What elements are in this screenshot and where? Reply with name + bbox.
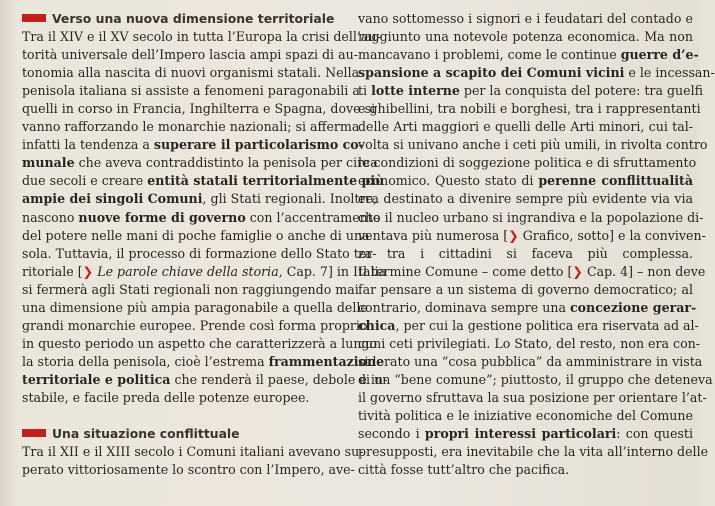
- text-line: la storia della penisola, cioè l’estrema frammentazione: [22, 353, 385, 369]
- text-line: vano sottomesso i signori e i feudatari del contado e: [358, 11, 693, 26]
- text-line: ventava più numerosa [❯ Grafico, sotto] e la conviven-: [358, 227, 706, 243]
- text-line: ritoriale [❯ Le parole chiave della storia, Cap. 7] in Italia: [22, 263, 387, 279]
- text-line: cuni ceti privilegiati. Lo Stato, del resto, non era con-: [358, 335, 701, 351]
- text-line: mancavano i problemi, come le continue guerre d’e-: [358, 47, 699, 63]
- text-line: Tra il XII e il XIII secolo i Comuni italiani avevano su-: [22, 444, 364, 460]
- text-line: nascono nuove forme di governo con l’accentramento: [22, 209, 381, 225]
- text-line: far pensare a un sistema di governo democratico; al: [358, 281, 693, 297]
- text-line: sola. Tuttavia, il processo di formazione dello Stato ter-: [22, 245, 377, 261]
- text-line: città fosse tutt’altro che pacifica.: [358, 462, 570, 478]
- text-line: ampie dei singoli Comuni, gli Stati regionali. Inoltre,: [22, 191, 377, 207]
- text-line: si fermerà agli Stati regionali non raggiungendo mai: [22, 281, 359, 297]
- text-line: del potere nelle mani di poche famiglie o anche di una: [22, 227, 370, 243]
- text-line: tonomia alla nascita di nuovi organismi statali. Nella: [22, 65, 360, 81]
- text-line: tività politica e le iniziative economiche del Comune: [358, 408, 693, 424]
- text-line: in questo periodo un aspetto che caratterizzerà a lungo: [22, 335, 378, 351]
- text-line: spansione a scapito dei Comuni vicini e le incessan-: [358, 65, 715, 81]
- text-line: torità universale dell’Impero lascia ampi spazi di au-: [22, 47, 358, 63]
- text-line: secondo i propri interessi particolari: con questi: [358, 426, 693, 442]
- text-line: grandi monarchie europee. Prende così forma proprio: [22, 317, 368, 333]
- text-line: Il termine Comune – come detto [❯ Cap. 4] – non deve: [358, 263, 706, 279]
- red-square-marker: [22, 429, 46, 437]
- text-line: volta si univano anche i ceti più umili, in rivolta contro: [358, 137, 708, 153]
- text-line: penisola italiana si assiste a fenomeni paragonabili a: [22, 83, 360, 99]
- right-column: [358, 10, 715, 479]
- text-line: Tra il XIV e il XV secolo in tutta l’Europa la crisi dell’au-: [22, 29, 381, 45]
- text-line: munale che aveva contraddistinto la penisola per circa: [22, 155, 378, 171]
- text-line: che il nucleo urbano si ingrandiva e la popolazione di-: [358, 209, 704, 225]
- paragraph-continuation: [358, 10, 715, 479]
- text-line: vanno rafforzando le monarchie nazionali; si afferma: [22, 119, 360, 135]
- text-line: le condizioni di soggezione politica e di sfruttamento: [358, 155, 697, 171]
- section-heading-1: Verso una nuova dimensione territoriale: [22, 10, 348, 28]
- text-line: presupposti, era inevitabile che la vita all’interno delle: [358, 444, 709, 460]
- text-line: ti lotte interne per la conquista del potere: tra guelfi: [358, 83, 704, 99]
- text-line: di un “bene comune”; piuttosto, il gruppo che deteneva: [358, 371, 713, 387]
- text-line: siderato una “cosa pubblica” da amministrare in vista: [358, 353, 703, 369]
- red-square-marker: [22, 14, 46, 22]
- text-line: chica, per cui la gestione politica era riservata ad al-: [358, 317, 699, 333]
- text-line: stabile, e facile preda delle potenze europee.: [22, 389, 310, 405]
- text-line: contrario, dominava sempre una concezione gerar-: [358, 299, 697, 315]
- text-line: era destinato a divenire sempre più evidente via via: [358, 191, 693, 207]
- text-line: raggiunto una notevole potenza economica. Ma non: [358, 29, 693, 45]
- text-line: e ghibellini, tra nobili e borghesi, tra i rappresentanti: [358, 101, 701, 117]
- text-line: delle Arti maggiori e quelli delle Arti minori, cui tal-: [358, 119, 693, 135]
- left-column: [22, 10, 388, 479]
- text-line: economico. Questo stato di perenne conflittualità: [358, 173, 693, 189]
- text-line: due secoli e creare entità statali territorialmente più: [22, 173, 385, 189]
- text-line: il governo sfruttava la sua posizione per orientare l’at-: [358, 389, 707, 405]
- text-line: una dimensione più ampia paragonabile a quella delle: [22, 299, 368, 315]
- text-line: quelli in corso in Francia, Inghilterra e Spagna, dove si: [22, 101, 376, 117]
- paragraph-conflictual-situation: [22, 443, 364, 479]
- paragraph-territorial-dimension: [22, 28, 388, 407]
- text-line: perato vittoriosamente lo scontro con l’Impero, ave-: [22, 462, 355, 478]
- text-line: territoriale e politica che renderà il paese, debole e in-: [22, 371, 388, 387]
- text-line: za tra i cittadini si faceva più complessa.: [358, 245, 693, 261]
- section-heading-2: Una situazione conflittuale: [22, 425, 348, 443]
- text-line: infatti la tendenza a superare il particolarismo co-: [22, 137, 364, 153]
